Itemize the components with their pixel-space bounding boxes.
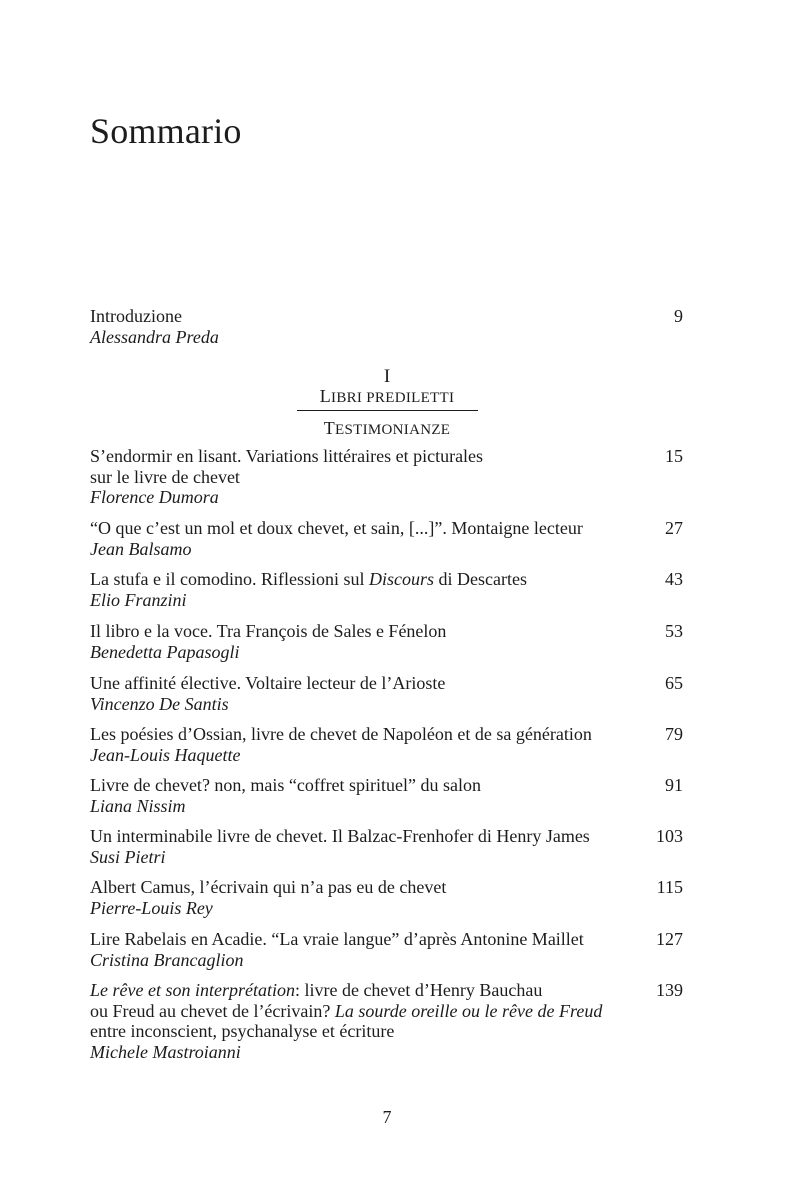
- entry-title: Livre de chevet? non, mais “coffret spirituel” du salon: [90, 775, 482, 795]
- entry-title-continued: sur le livre de chevet: [90, 466, 240, 487]
- entry-title: Le rêve et son interprétation: livre de chevet d’Henry Bauchau: [90, 980, 543, 1000]
- section-title: LIBRI PREDILETTI: [319, 386, 455, 406]
- toc-entry: [90, 775, 686, 816]
- entry-title-continued: entre inconscient, psychanalyse et écriture: [90, 1021, 395, 1041]
- entry-title: Les poésies d’Ossian, livre de chevet de Napoléon et de sa génération: [90, 724, 592, 744]
- toc-entry: [90, 673, 686, 714]
- entry-author: Michele Mastroianni: [90, 1041, 241, 1062]
- entry-page-number: 103: [656, 826, 683, 846]
- entry-title: Lire Rabelais en Acadie. “La vraie langue” d’après Antonine Maillet: [90, 929, 584, 949]
- entry-page-number: 79: [665, 724, 683, 744]
- entry-title: Il libro e la voce. Tra François de Sales e Fénelon: [90, 621, 447, 641]
- toc-entry: [90, 826, 686, 867]
- page-title: Sommario: [90, 111, 242, 151]
- entry-author: Alessandra Preda: [90, 326, 219, 347]
- entry-author: Pierre-Louis Rey: [90, 897, 213, 918]
- entry-author: Liana Nissim: [90, 795, 186, 816]
- entry-page-number: 53: [665, 621, 683, 641]
- toc-entry-intro: [90, 306, 686, 347]
- entry-author: Benedetta Papasogli: [90, 641, 240, 662]
- entry-author: Vincenzo De Santis: [90, 693, 229, 714]
- entry-title: Albert Camus, l’écrivain qui n’a pas eu de chevet: [90, 877, 447, 897]
- entry-page-number: 65: [665, 673, 683, 693]
- entry-author: Florence Dumora: [90, 487, 219, 507]
- entry-author: Elio Franzini: [90, 589, 187, 610]
- entry-page-number: 9: [674, 306, 683, 326]
- entry-page-number: 91: [665, 775, 683, 795]
- section-rule: [297, 410, 478, 411]
- entry-page-number: 15: [665, 446, 683, 466]
- toc-entry: [90, 980, 686, 1062]
- entry-page-number: 127: [656, 929, 683, 949]
- entry-page-number: 115: [656, 877, 683, 897]
- folio-page-number: 7: [382, 1107, 392, 1127]
- entry-title: “O que c’est un mol et doux chevet, et sain, [...]”. Montaigne lecteur: [90, 518, 583, 538]
- entry-author: Jean-Louis Haquette: [90, 744, 241, 765]
- entry-title: La stufa e il comodino. Riflessioni sul Discours di Descartes: [90, 569, 527, 589]
- section-subtitle: TESTIMONIANZE: [323, 418, 451, 438]
- section-numeral: I: [383, 366, 391, 387]
- toc-entry: [90, 621, 686, 662]
- toc-entry: [90, 446, 686, 508]
- entry-title: S’endormir en lisant. Variations littéraires et picturales: [90, 446, 484, 466]
- entry-author: Jean Balsamo: [90, 538, 192, 559]
- toc-entry: [90, 929, 686, 970]
- entry-title-continued: ou Freud au chevet de l’écrivain? La sourde oreille ou le rêve de Freud: [90, 1000, 603, 1021]
- entry-page-number: 139: [656, 980, 683, 1000]
- entry-title: Un interminabile livre de chevet. Il Balzac-Frenhofer di Henry James: [90, 826, 590, 846]
- toc-entry: [90, 569, 686, 610]
- toc-entry: [90, 518, 686, 559]
- entry-author: Cristina Brancaglion: [90, 949, 244, 970]
- toc-entry: [90, 724, 686, 765]
- entry-author: Susi Pietri: [90, 846, 166, 867]
- entry-title: Une affinité élective. Voltaire lecteur de l’Arioste: [90, 673, 446, 693]
- toc-entry: [90, 877, 686, 918]
- entry-title: Introduzione: [90, 306, 182, 326]
- entry-page-number: 27: [665, 518, 683, 538]
- entry-page-number: 43: [665, 569, 683, 589]
